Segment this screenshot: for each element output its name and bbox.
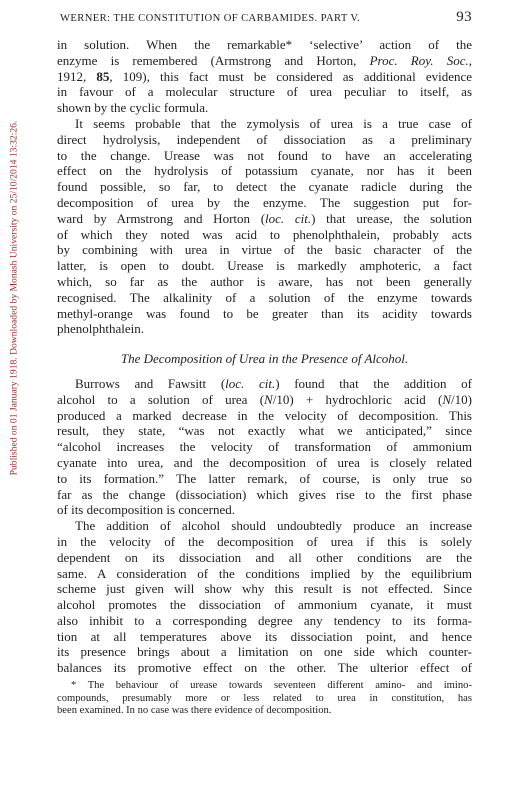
text-line: in solution. When the remarkable* ‘selective’ action of the (57, 37, 472, 52)
text-line: in the velocity of the decomposition of urea if this is solely (57, 533, 472, 549)
text-line: tion at all temperatures above its dissociation point, and hence (57, 628, 472, 644)
text-line: Burrows and Fawsitt (loc. cit.) found that the addition of (75, 375, 472, 391)
paragraph-1 (57, 37, 472, 116)
text-line: of which they noted was acid to phenolphthalein, probably acts (57, 226, 472, 242)
text-line: which, so far as the author is aware, has not been generally (57, 273, 472, 289)
text-line: balances its promotive effect on the other. The ulterior effect of (57, 660, 472, 676)
text-line: effect on the hydrolysis of potassium cyanate, nor has it been (57, 163, 472, 179)
text-line: “alcohol increases the velocity of transformation of ammonium (57, 439, 472, 455)
text-line: methyl-orange was found to be greater than its acidity towards (57, 305, 472, 321)
text-line: recognised. The alkalinity of a solution of the enzyme towards (57, 289, 472, 305)
footnote-line: been examined. In no case was there evidence of decomposition. (57, 705, 332, 717)
text-line: far as the change (dissociation) which gives rise to the first phase (57, 486, 472, 502)
running-header (60, 9, 472, 29)
text-line: phenolphthalein. (57, 321, 145, 337)
text-line: alcohol promotes the dissociation of ammonium cyanate, it must (57, 597, 472, 613)
text-line: direct hydrolysis, independent of dissociation as a preliminary (57, 131, 472, 147)
text-line: ward by Armstrong and Horton (loc. cit.) that urease, the solution (57, 210, 472, 226)
footnote (57, 680, 472, 718)
text-line: shown by the cyclic formula. (57, 100, 209, 116)
running-title: WERNER: THE CONSTITUTION OF CARBAMIDES. PART V. (60, 13, 361, 24)
publication-watermark (7, 88, 21, 508)
text-line: of its decomposition is concerned. (57, 502, 235, 518)
text-line: The addition of alcohol should undoubtedly produce an increase (75, 518, 472, 534)
text-line: alcohol to a solution of urea (N/10) + hydrochloric acid (N/10) (57, 391, 472, 407)
text-line: result, they state, “was not exactly what we anticipated,” since (57, 423, 472, 439)
text-line: enzyme is remembered (Armstrong and Horton, Proc. Roy. Soc., (57, 52, 472, 68)
text-line: same. A consideration of the conditions implied by the equilibrium (57, 565, 472, 581)
paragraph-3 (57, 376, 472, 518)
text-line: decomposition of urea by the enzyme. The suggestion put for- (57, 194, 472, 210)
text-line: to its formation.” The latter remark, of course, is only true so (57, 470, 472, 486)
text-line: produced a marked decrease in the velocity of decomposition. This (57, 407, 472, 423)
text-line: It seems probable that the zymolysis of urea is a true case of (75, 115, 472, 131)
footnote-line: * The behaviour of urease towards seventeen different amino- and imino- (71, 680, 472, 692)
text-line: cyanate into urea, and the decomposition of urea is closely related (57, 454, 472, 470)
paragraph-4 (57, 518, 472, 676)
footnote-line: compounds, presumably more or less related to urea in constitution, has (57, 692, 472, 704)
volume-number: 85 (96, 68, 110, 84)
text-line: by combining with urea in virtue of the basic character of the (57, 242, 472, 258)
text-line: latter, is open to doubt. Urease is markedly amphoteric, a fact (57, 258, 472, 274)
text-line: found possible, so far, to detect the cyanate radicle during the (57, 179, 472, 195)
text-line: scheme just given will show why this result is not effected. Since (57, 581, 472, 597)
publication-watermark-text: Published on 01 January 1918. Downloaded by Monash University on 25/10/2014 13:32:26. (8, 120, 20, 476)
section-heading: The Decomposition of Urea in the Presence of Alcohol. (120, 351, 409, 367)
text-line: its presence brings about a limitation on one side which counter- (57, 644, 472, 660)
text-line: dependent on its dissociation and all other conditions are the (57, 549, 472, 565)
text-line: to the change. Urease was not found to have an accelerating (57, 147, 472, 163)
text-line: 1912, 85, 109), this fact must be considered as additional evidence (57, 68, 472, 84)
text-line: also inhibit to a corresponding degree any tendency to its forma- (57, 612, 472, 628)
text-line: in favour of a molecular structure of urea peculiar to itself, as (57, 84, 472, 100)
page-body (57, 37, 472, 718)
paragraph-2 (57, 116, 472, 337)
page-number: 93 (456, 9, 472, 25)
journal-name: Proc. Roy. Soc. (369, 52, 469, 68)
